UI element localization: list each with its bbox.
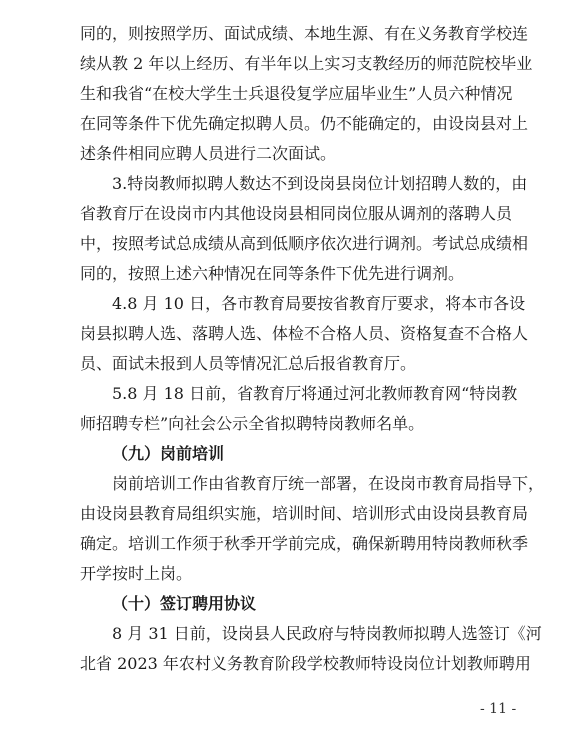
paragraph-5-line-3: 确定。培训工作须于秋季开学前完成，确保新聘用特岗教师秋季 — [80, 534, 529, 553]
paragraph-5-line-4: 开学按时上岗。 — [80, 564, 193, 583]
paragraph-4-line-1: 5.8 月 18 日前，省教育厅将通过河北教师教育网“特岗教 — [112, 384, 518, 403]
paragraph-4-line-2: 师招聘专栏”向社会公示全省拟聘特岗教师名单。 — [80, 414, 425, 433]
paragraph-6-line-2: 北省 2023 年农村义务教育阶段学校教师特设岗位计划教师聘用 — [80, 654, 531, 673]
paragraph-1-line-2: 续从教 2 年以上经历、有半年以上实习支教经历的师范院校毕业 — [80, 54, 533, 73]
paragraph-2-line-1: 3.特岗教师拟聘人数达不到设岗县岗位计划招聘人数的，由 — [112, 174, 528, 193]
section-heading-pre-job-training: （九）岗前培训 — [112, 444, 225, 463]
paragraph-2-line-2: 省教育厅在设岗市内其他设岗县相同岗位服从调剂的落聘人员 — [80, 204, 513, 223]
paragraph-2-line-4: 同的，按照上述六种情况在同等条件下优先进行调剂。 — [80, 264, 465, 283]
paragraph-1-line-4: 在同等条件下优先确定拟聘人员。仍不能确定的，由设岗县对上 — [80, 114, 529, 133]
paragraph-1-line-3: 生和我省“在校大学生士兵退役复学应届毕业生”人员六种情况 — [80, 84, 513, 103]
paragraph-1-line-5: 述条件相同应聘人员进行二次面试。 — [80, 144, 337, 163]
paragraph-3-line-1: 4.8 月 10 日，各市教育局要按省教育厅要求，将本市各设 — [112, 294, 526, 313]
paragraph-3-line-2: 岗县拟聘人选、落聘人选、体检不合格人员、资格复查不合格人 — [80, 324, 529, 343]
paragraph-3-line-3: 员、面试未报到人员等情况汇总后报省教育厅。 — [80, 354, 417, 373]
section-heading-sign-agreement: （十）签订聘用协议 — [112, 594, 257, 613]
paragraph-2-line-3: 中，按照考试总成绩从高到低顺序依次进行调剂。考试总成绩相 — [80, 234, 529, 253]
paragraph-5-line-2: 由设岗县教育局组织实施，培训时间、培训形式由设岗县教育局 — [80, 504, 529, 523]
page-number: - 11 - — [480, 701, 517, 717]
paragraph-1-line-1: 同的，则按照学历、面试成绩、本地生源、有在义务教育学校连 — [80, 24, 529, 43]
paragraph-5-line-1: 岗前培训工作由省教育厅统一部署，在设岗市教育局指导下， — [112, 474, 545, 493]
paragraph-6-line-1: 8 月 31 日前，设岗县人民政府与特岗教师拟聘人选签订《河 — [112, 624, 542, 643]
